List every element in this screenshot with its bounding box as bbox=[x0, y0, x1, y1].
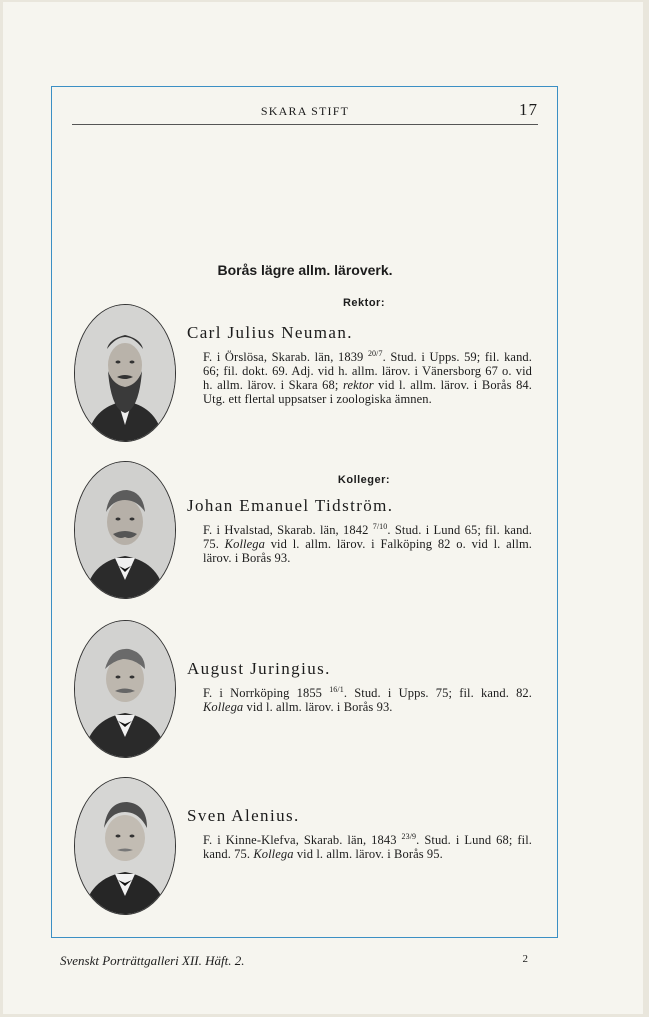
portrait-alenius bbox=[74, 777, 176, 915]
portrait-neuman bbox=[74, 304, 176, 442]
person-name: August Juringius. bbox=[187, 659, 331, 678]
person-bio: F. i Örslösa, Skarab. län, 1839 $^{20/7}$. Stud. i Upps. 59; fil. kand. 66; fil. dokt. 69. Adj. vid h. allm. lärov. i Vänersborg 67 o. vid h. allm. lärov. i Skara 68; rektor vid l. allm. lärov. i Borås 84. Utg. ett flertal uppsatser i zoologiska ämnen. bbox=[203, 349, 532, 407]
person-bio: F. i Kinne-Klefva, Skarab. län, 1843 $^{23/9}$. Stud. i Lund 68; fil. kand. 75. Kollega vid l. allm. lärov. i Borås 95. bbox=[203, 832, 532, 862]
entry-alenius bbox=[187, 806, 532, 861]
person-bio: F. i Hvalstad, Skarab. län, 1842 $^{7/10}$. Stud. i Lund 65; fil. kand. 75. Kollega vid l. allm. lärov. i Falköping 82 o. vid l. allm. lärov. i Borås 93. bbox=[203, 522, 533, 566]
running-title: SKARA STIFT bbox=[260, 104, 350, 118]
portrait-juringius bbox=[74, 620, 176, 758]
entry-tidstrom bbox=[187, 496, 532, 565]
entry-neuman bbox=[187, 323, 532, 406]
footer-sheet-number: 2 bbox=[522, 953, 528, 965]
person-name: Carl Julius Neuman. bbox=[187, 323, 353, 342]
footer-series: Svenskt Porträttgalleri XII. Häft. 2. bbox=[60, 953, 245, 968]
page-footer bbox=[60, 953, 538, 969]
person-name: Sven Alenius. bbox=[187, 806, 300, 825]
portrait-tidstrom bbox=[74, 461, 176, 599]
person-name: Johan Emanuel Tidström. bbox=[187, 496, 394, 515]
heading-kolleger: Kolleger: bbox=[337, 474, 391, 486]
person-bio: F. i Norrköping 1855 $^{16/1}$. Stud. i Upps. 75; fil. kand. 82. Kollega vid l. allm. lärov. i Borås 93. bbox=[203, 685, 532, 715]
entry-juringius bbox=[187, 659, 532, 714]
page-number: 17 bbox=[519, 100, 538, 119]
heading-rektor: Rektor: bbox=[342, 297, 385, 309]
section-title: Borås lägre allm. läroverk. bbox=[217, 262, 393, 278]
running-header bbox=[72, 100, 538, 125]
